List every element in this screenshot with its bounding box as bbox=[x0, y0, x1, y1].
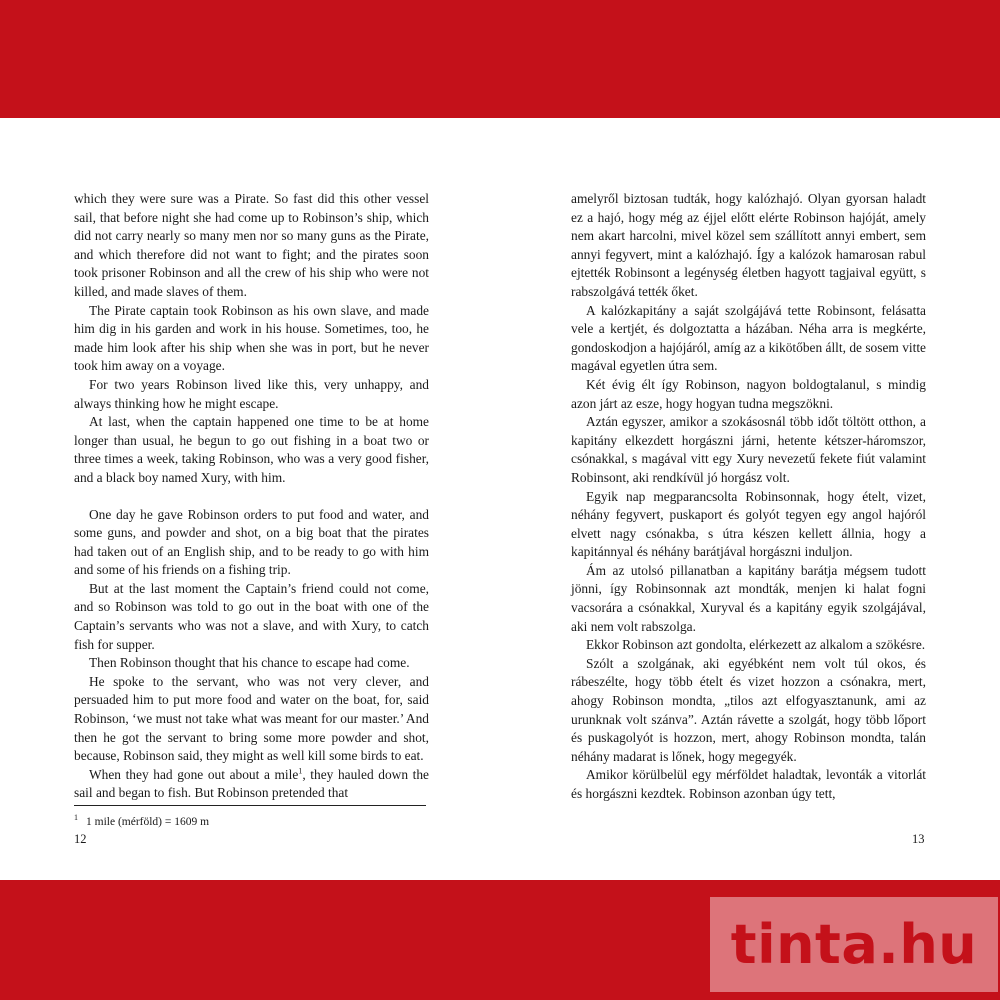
top-red-band bbox=[0, 0, 1000, 118]
paragraph: But at the last moment the Captain’s friend could not come, and so Robinson was told to go out in the boat with one of the Captain’s servants who was not a slave, and with Xury, to catch fish for supper. bbox=[74, 580, 429, 652]
watermark bbox=[710, 897, 998, 992]
paragraph: Amikor körülbelül egy mérföldet haladtak, levonták a vitorlát és horgászni kezdtek. Robinson azonban úgy tett, bbox=[571, 767, 926, 801]
paragraph: amelyről biztosan tudták, hogy kalózhajó. Olyan gyorsan haladt ez a hajó, hogy még az éjjel előtt elérte Robinson hajóját, amely nem akart harcolni, mivel közel sem szállított annyi embert, sem annyi fegyvert, mint a kalózhajó. Így a kalózok hamarosan rabul ejtették Robinsont a legénység életben hagyott tagjaival együtt, s rabszolgává tették őket. bbox=[571, 191, 926, 299]
footnote-reference: 1 bbox=[298, 766, 303, 776]
paragraph: One day he gave Robinson orders to put food and water, and some guns, and powder and shot, on a big boat that the pirates had taken out of an English ship, and to be ready to go with him and some of his friends on a fishing trip. bbox=[74, 506, 429, 578]
paragraph: Ekkor Robinson azt gondolta, elérkezett az alkalom a szökésre. bbox=[586, 637, 926, 653]
paragraph-with-footnote-ref bbox=[74, 766, 429, 803]
paragraph: Then Robinson thought that his chance to escape had come. bbox=[89, 655, 410, 671]
paragraph: Aztán egyszer, amikor a szokásosnál több időt töltött otthon, a kapitány elkezdett horgászni járni, hetente kétszer-háromszor, csónakkal, s magával vitt egy Xury nevezetű fekete fiút valamint Robinsont, aki rendkívül jó horgász volt. bbox=[571, 414, 926, 485]
page-number-right: 13 bbox=[912, 832, 925, 846]
footnote-rule bbox=[74, 805, 426, 806]
paragraph: The Pirate captain took Robinson as his own slave, and made him dig in his garden and work in his house. Sometimes, too, he made him look after his ship when she was in port, but he never took him away on a voyage. bbox=[74, 302, 429, 374]
footnote bbox=[74, 810, 429, 830]
left-page bbox=[74, 190, 429, 830]
paragraph: He spoke to the servant, who was not very clever, and persuaded him to put more food and water on the boat, for, said Robinson, ‘we must not take what was meant for our master.’ And then he got the servant to bring some more powder and shot, because, Robinson said, they might as well kill some birds to eat. bbox=[74, 673, 429, 764]
page-number-left: 12 bbox=[74, 832, 87, 846]
footnote-text: 1 mile (mérföld) = 1609 m bbox=[86, 815, 210, 828]
footnote-marker: 1 bbox=[74, 813, 78, 822]
paragraph: Két évig élt így Robinson, nagyon boldogtalanul, s mindig azon járt az esze, hogy hogyan tudna megszökni. bbox=[571, 376, 926, 411]
right-page bbox=[571, 190, 926, 804]
paragraph: For two years Robinson lived like this, very unhappy, and always thinking how he might escape. bbox=[74, 376, 429, 411]
paragraph: Ám az utolsó pillanatban a kapitány barátja mégsem tudott jönni, így Robinsonnak azt mondták, menjen ki halat fogni vacsorára a csónakkal, Xuryval és a kapitány egyik szolgájával, aki nem volt rabszolga. bbox=[571, 562, 926, 634]
paragraph: Szólt a szolgának, aki egyébként nem volt túl okos, és rábeszélte, hogy több ételt és vizet hozzon a csónakra, mert, ahogy Robinson mondta, „tilos azt elfogyasztanunk, ami az urunknak volt szánva”. Aztán rávette a szolgát, hogy több lőport és puskagolyót is hozzon, mert, ahogy Robinson mondta, talán néhány madarat is lőnek, hogy megegyék. bbox=[571, 655, 926, 764]
watermark-text: tinta.hu bbox=[730, 913, 978, 976]
paragraph-text: , they hauled down the sail and began to fish. But Robinson pretended that bbox=[74, 766, 429, 801]
paragraph: Egyik nap megparancsolta Robinsonnak, hogy ételt, vizet, néhány fegyvert, puskaport és golyót tegyen egy angol hajóról elvett nagy csónakba, s útra készen kellett állnia, hogy a kapitánnyal és néhány barátjával horgászni induljon. bbox=[571, 488, 926, 560]
paragraph: which they were sure was a Pirate. So fast did this other vessel sail, that before night she had come up to Robinson’s ship, which did not carry nearly so many men nor so many guns as the Pirate, and which therefore did not want to fight; and the pirates soon took prisoner Robinson and all the crew of his ship who were not killed, and made slaves of them. bbox=[74, 191, 429, 299]
paragraph-text: When they had gone out about a mile bbox=[89, 766, 299, 782]
paragraph: At last, when the captain happened one time to be at home longer than usual, he begun to go out fishing in a boat two or three times a week, taking Robinson, who was a very good fisher, and a black boy named Xury, with him. bbox=[74, 414, 429, 485]
paragraph: A kalózkapitány a saját szolgájává tette Robinsont, felásatta vele a kertjét, és dolgoztatta a házában. Néha arra is megkérte, gondoskodjon a hajójáról, amíg az a kikötőben állt, de sosem vitte magával egyetlen útra sem. bbox=[571, 302, 926, 374]
